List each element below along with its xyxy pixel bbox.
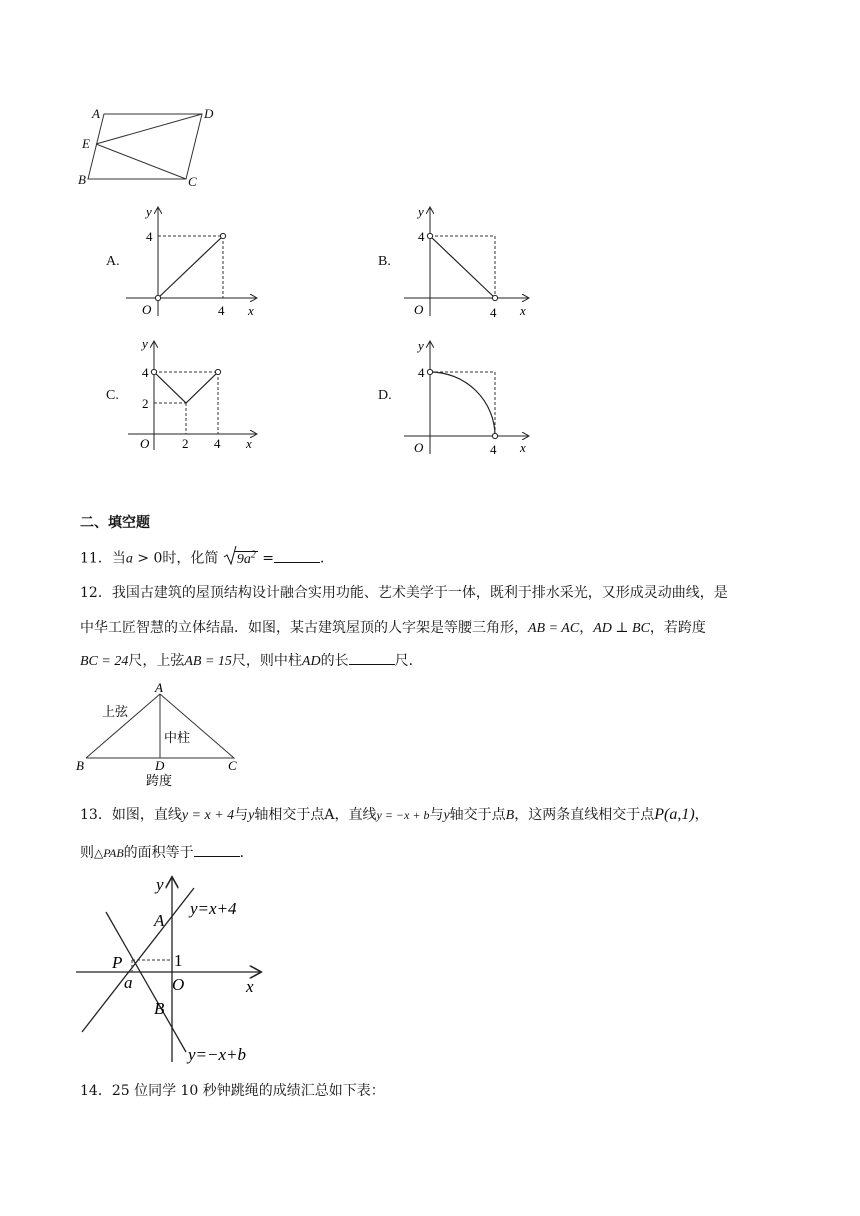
y-axis-label: y <box>142 336 148 351</box>
question-11 <box>80 544 334 571</box>
option-c-graph[interactable] <box>126 334 266 454</box>
q13-line1: 13．如图，直线y = x + 4与y轴相交于点A，直线y = −x + b与y轴交于点B，这两条直线相交于点P(a,1)， <box>80 806 709 823</box>
label-B: B <box>154 999 165 1018</box>
x-tick-4: 4 <box>218 303 225 318</box>
y-tick-4: 4 <box>418 365 425 380</box>
q12-line2: 中华工匠智慧的立体结晶．如图，某古建筑屋顶的人字架是等腰三角形，AB = AC，AD ⊥ BC，若跨度 <box>80 620 706 636</box>
label-a: a <box>124 973 133 992</box>
q13-triangle: △PAB <box>94 846 124 860</box>
label-P: P <box>112 953 123 972</box>
label-E: E <box>82 136 90 151</box>
y-axis-label: y <box>418 338 424 353</box>
q13-eq1: y = x + 4 <box>181 808 235 823</box>
y-axis-label: y <box>156 875 164 894</box>
option-a-letter[interactable]: A. <box>106 254 120 269</box>
q12-eq-bc: BC = 24 <box>80 654 129 669</box>
q13-lines-figure <box>76 872 276 1068</box>
label-C: C <box>228 758 237 773</box>
label-D: D <box>155 758 165 773</box>
label-line1: y=x+4 <box>190 899 237 918</box>
q12-eq-ab: AB = 15 <box>184 654 232 669</box>
q11-radicand: $9a^2$ <box>236 549 256 567</box>
y-tick-4: 4 <box>146 229 153 244</box>
option-c-letter[interactable]: C. <box>106 388 119 403</box>
y-axis-label: y <box>418 204 424 219</box>
q13-line2: 则△PAB的面积等于 ． <box>80 842 254 864</box>
origin-label: O <box>140 436 150 451</box>
label-one: 1 <box>174 951 183 970</box>
label-span: 跨度 <box>146 773 173 788</box>
q13-eq2: y = −x + b <box>376 808 430 822</box>
x-axis-label: x <box>248 303 254 318</box>
q11-answer-blank[interactable] <box>274 548 320 563</box>
origin-label: O <box>414 440 424 455</box>
option-d-letter[interactable]: D. <box>378 388 392 403</box>
x-tick-4: 4 <box>490 305 497 320</box>
label-post: 中柱 <box>164 730 191 745</box>
x-tick-4: 4 <box>214 436 221 451</box>
option-b-letter[interactable]: B. <box>378 254 391 269</box>
q12-line1: 12．我国古建筑的屋顶结构设计融合实用功能、艺术美学于一体，既利于排水采光，又形成灵动曲线，是 <box>80 585 728 601</box>
q11-condition-rest: > 0时，化简 <box>132 550 219 567</box>
x-tick-2: 2 <box>182 436 189 451</box>
q11-condition-var: a <box>125 551 133 567</box>
label-B: B <box>78 172 86 187</box>
q12-answer-blank[interactable] <box>349 650 395 665</box>
question-14: 14．25 位同学 10 秒钟跳绳的成绩汇总如下表： <box>80 1083 385 1099</box>
q12-eq-ab-ac: AB = AC <box>528 621 580 636</box>
option-d-graph[interactable] <box>398 334 538 458</box>
q13-point-p: P(a,1) <box>654 806 695 823</box>
roof-truss-figure <box>76 680 256 790</box>
q11-equals: = <box>257 550 275 567</box>
label-C: C <box>188 174 197 189</box>
origin-label: O <box>142 302 152 317</box>
label-upper-chord: 上弦 <box>102 704 129 719</box>
label-B: B <box>76 758 84 773</box>
q13-answer-blank[interactable] <box>194 842 240 857</box>
q12-eq-ad-perp-bc: AD ⊥ BC <box>593 621 650 636</box>
label-A: A <box>92 106 100 121</box>
x-tick-4: 4 <box>490 442 497 457</box>
x-axis-label: x <box>246 436 252 451</box>
label-A: A <box>155 680 163 695</box>
label-line2: y=−x+b <box>188 1045 247 1064</box>
q11-radical <box>223 544 258 571</box>
q11-end: ． <box>320 550 335 567</box>
x-axis-label: x <box>520 303 526 318</box>
section-title: 二、填空题 <box>80 515 150 531</box>
label-A: A <box>154 911 165 930</box>
q12-line3: BC = 24尺，上弦AB = 15尺，则中柱AD的长 尺． <box>80 650 423 673</box>
y-tick-4: 4 <box>418 229 425 244</box>
q11-number: 11． <box>80 550 112 567</box>
origin-label: O <box>414 302 424 317</box>
q11-exponent: 2 <box>250 549 256 560</box>
x-axis-label: x <box>520 440 526 455</box>
option-a-graph[interactable] <box>126 200 266 320</box>
y-tick-4: 4 <box>142 365 149 380</box>
parallelogram-figure <box>76 104 226 190</box>
q11-text-a: 当 <box>111 550 126 567</box>
x-axis-label: x <box>246 977 254 996</box>
option-b-graph[interactable] <box>398 200 538 320</box>
y-tick-2: 2 <box>142 396 149 411</box>
y-axis-label: y <box>146 204 152 219</box>
label-O: O <box>172 975 185 994</box>
label-D: D <box>204 106 214 121</box>
